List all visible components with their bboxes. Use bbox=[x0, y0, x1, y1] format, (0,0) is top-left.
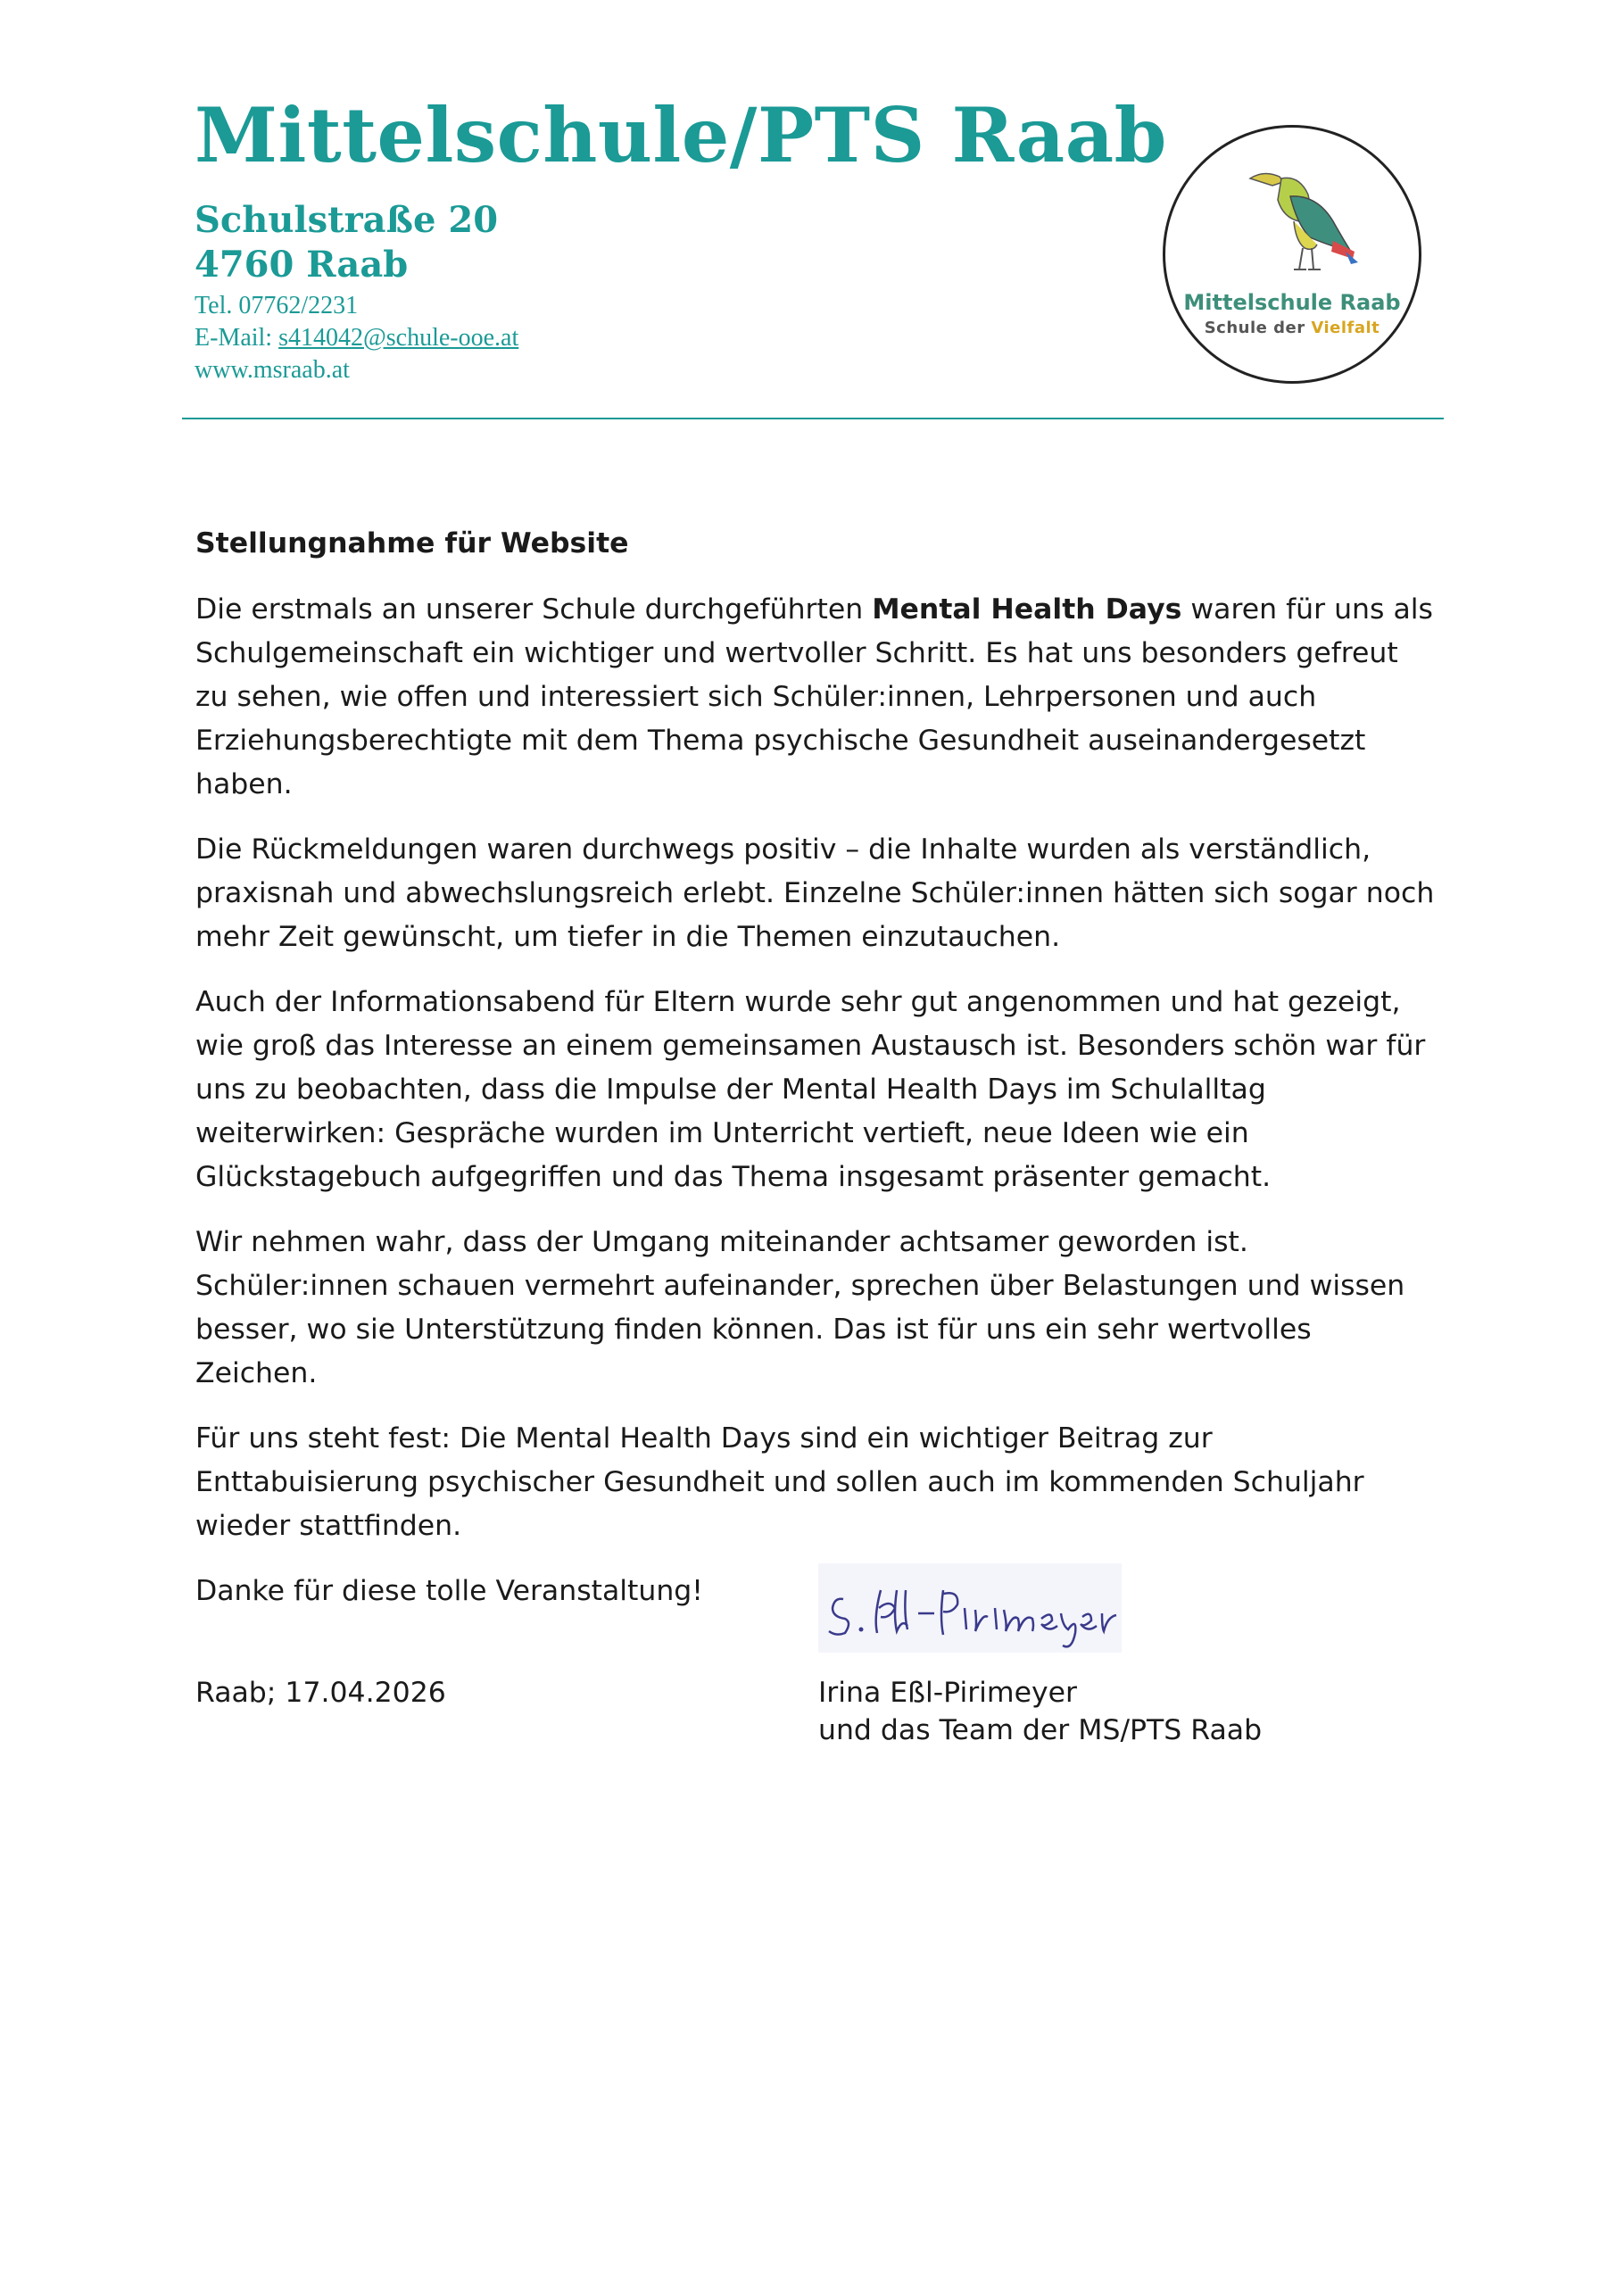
logo-school-name: Mittelschule Raab bbox=[1183, 290, 1401, 315]
logo-tagline-highlight: Vielfalt bbox=[1311, 319, 1380, 337]
logo-tagline bbox=[1165, 319, 1419, 337]
logo-tagline-prefix: Schule der bbox=[1204, 319, 1312, 337]
school-logo bbox=[1163, 125, 1421, 384]
website-link[interactable]: www.msraab.at bbox=[195, 356, 350, 384]
email-line bbox=[195, 322, 518, 354]
contact-block bbox=[195, 290, 518, 386]
street-address: Schulstraße 20 bbox=[195, 199, 499, 241]
signatory-name: Irina Eßl-Pirimeyer bbox=[818, 1677, 1077, 1709]
paragraph-5: Für uns steht fest: Die Mental Health Days sind ein wichtiger Beitrag zur Enttabuisierung psychischer Gesundheit und sollen auch im kommenden Schuljahr wieder stattfinden. bbox=[195, 1422, 1364, 1542]
signature bbox=[818, 1563, 1122, 1653]
email-link[interactable]: s414042@schule-ooe.at bbox=[278, 324, 519, 352]
bird-icon bbox=[1228, 159, 1362, 293]
paragraph-1-emphasis: Mental Health Days bbox=[872, 593, 1182, 626]
paragraph-1-end: waren für uns als Schulgemeinschaft ein wichtiger und wertvoller Schritt. Es hat uns besonders gefreut zu sehen, wie offen und interessiert sich Schüler:innen, Lehrpersonen und auch Erziehungsberechtigte mit dem Thema psychische Gesundheit auseinandergesetzt haben. bbox=[195, 593, 1433, 800]
phone-number: Tel. 07762/2231 bbox=[195, 292, 359, 319]
header-divider bbox=[182, 418, 1444, 419]
city-address: 4760 Raab bbox=[195, 244, 409, 286]
address-block bbox=[195, 198, 498, 287]
signatory-block bbox=[818, 1674, 1262, 1749]
letter-heading: Stellungnahme für Website bbox=[195, 527, 629, 559]
paragraph-3: Auch der Informationsabend für Eltern wurde sehr gut angenommen und hat gezeigt, wie groß das Interesse an einem gemeinsamen Austausch ist. Besonders schön war für uns zu beobachten, dass die Impulse der Mental Health Days im Schulalltag weiterwirken: Gespräche wurden im Unterricht vertieft, neue Ideen wie ein Glückstagebuch aufgegriffen und das Thema insgesamt präsenter gemacht. bbox=[195, 986, 1426, 1193]
signature-image bbox=[818, 1563, 1122, 1653]
signature-text: S. Eßl-Pirimeyer bbox=[818, 1563, 825, 1564]
school-name: Mittelschule/PTS Raab bbox=[195, 91, 1167, 179]
place-and-date: Raab; 17.04.2026 bbox=[195, 1677, 446, 1709]
email-label: E-Mail: bbox=[195, 324, 279, 352]
paragraph-1-start: Die erstmals an unserer Schule durchgeführten bbox=[195, 593, 873, 626]
paragraph-4: Wir nehmen wahr, dass der Umgang miteinander achtsamer geworden ist. Schüler:innen schauen vermehrt aufeinander, sprechen über Belastungen und wissen besser, wo sie Unterstützung finden können. Das ist für uns ein sehr wertvolles Zeichen. bbox=[195, 1226, 1405, 1389]
paragraph-6: Danke für diese tolle Veranstaltung! bbox=[195, 1575, 703, 1607]
signatory-team: und das Team der MS/PTS Raab bbox=[818, 1714, 1263, 1746]
letter-body bbox=[195, 522, 1436, 1635]
paragraph-2: Die Rückmeldungen waren durchwegs positiv – die Inhalte wurden als verständlich, praxisnah und abwechslungsreich erlebt. Einzelne Schüler:innen hätten sich sogar noch mehr Zeit gewünscht, um tiefer in die Themen einzutauchen. bbox=[195, 833, 1435, 953]
paragraph-1 bbox=[195, 588, 1436, 807]
